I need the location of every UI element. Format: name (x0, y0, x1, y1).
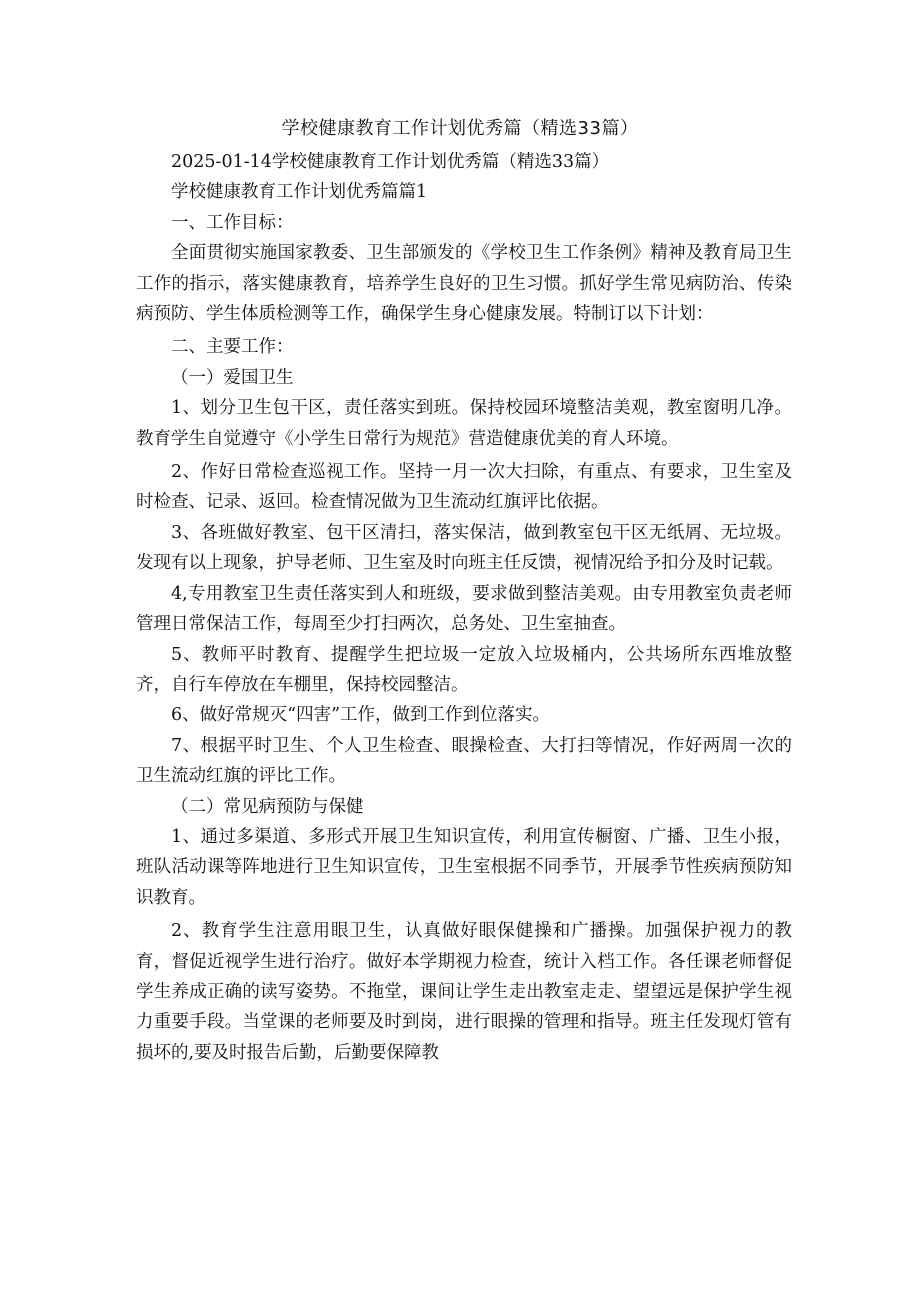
paragraph: 1、通过多渠道、多形式开展卫生知识宣传，利用宣传橱窗、广播、卫生小报，班队活动课等阵地进行卫生知识宣传，卫生室根据不同季节，开展季节性疾病预防知识教育。 (136, 826, 792, 908)
subheading-patriotic-hygiene: （一）爱国卫生 (171, 367, 294, 388)
paragraph: 全面贯彻实施国家教委、卫生部颁发的《学校卫生工作条例》精神及教育局卫生工作的指示，落实健康教育，培养学生良好的卫生习惯。抓好学生常见病防治、传染病预防、学生体质检测等工作，确保学生身心健康发展。特制订以下计划： (136, 243, 792, 325)
paragraph: 4,专用教室卫生责任落实到人和班级，要求做到整洁美观。由专用教室负责老师管理日常保洁工作，每周至少打扫两次，总务处、卫生室抽查。 (136, 583, 792, 635)
date-line: 2025-01-14学校健康教育工作计划优秀篇（精选33篇） (171, 152, 610, 172)
paragraph: 6、做好常规灭“四害”工作，做到工作到位落实。 (171, 705, 551, 726)
document-title: 学校健康教育工作计划优秀篇（精选33篇） (281, 118, 639, 139)
heading-goals: 一、工作目标： (171, 212, 294, 233)
paragraph: 2、作好日常检查巡视工作。坚持一月一次大扫除，有重点、有要求，卫生室及时检查、记录、返回。检查情况做为卫生流动红旗评比依据。 (136, 462, 792, 513)
paragraph: 7、根据平时卫生、个人卫生检查、眼操检查、大打扫等情况，作好两周一次的卫生流动红旗的评比工作。 (136, 735, 792, 787)
heading-main-work: 二、主要工作： (171, 337, 294, 358)
document-body (136, 147, 792, 1068)
paragraph: 3、各班做好教室、包干区清扫，落实保洁，做到教室包干区无纸屑、无垃圾。发现有以上现象，护导老师、卫生室及时向班主任反馈，视情况给予扣分及时记载。 (136, 522, 792, 574)
paragraph: 1、划分卫生包干区，责任落实到班。保持校园环境整洁美观，教室窗明几净。教育学生自觉遵守《小学生日常行为规范》营造健康优美的育人环境。 (136, 398, 792, 449)
paragraph: 5、教师平时教育、提醒学生把垃圾一定放入垃圾桶内，公共场所东西堆放整齐，自行车停放在车棚里，保持校园整洁。 (136, 644, 792, 695)
subheading-disease-prevention: （二）常见病预防与保健 (171, 796, 364, 817)
paragraph: 2、教育学生注意用眼卫生，认真做好眼保健操和广播操。加强保护视力的教育，督促近视学生进行治疗。做好本学期视力检查，统计入档工作。各任课老师督促学生养成正确的读写姿势。不拖堂，课间让学生走出教室走走、望望远是保护学生视力重要手段。当堂课的老师要及时到岗，进行眼操的管理和指导。班主任发现灯管有损坏的,要及时报告后勤，后勤要保障教 (136, 921, 792, 1063)
section-heading: 学校健康教育工作计划优秀篇篇1 (171, 182, 428, 203)
